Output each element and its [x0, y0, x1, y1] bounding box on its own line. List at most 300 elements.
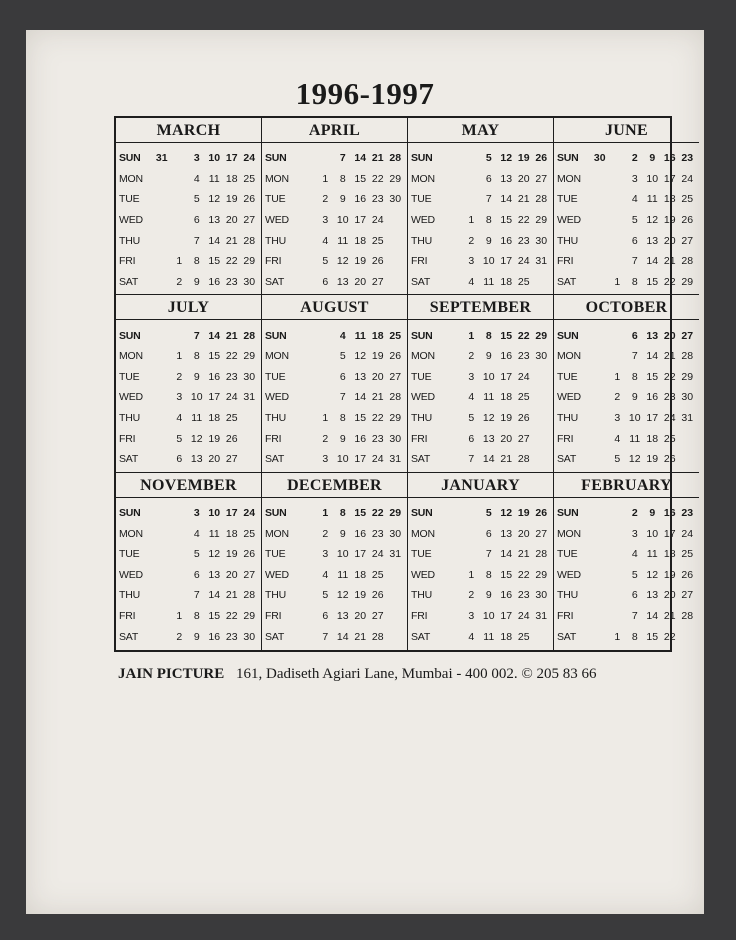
date-cell: 28	[243, 589, 256, 602]
date-cell: 31	[243, 391, 256, 404]
date-cell: 23	[225, 275, 238, 288]
date-cell: 14	[354, 152, 367, 165]
date-cell: 5	[468, 412, 475, 424]
date-cell: 13	[208, 214, 221, 227]
date-cell: 27	[243, 214, 256, 227]
date-cell: 7	[193, 589, 200, 602]
weekday-row	[411, 408, 550, 429]
date-cell: 9	[339, 527, 346, 540]
date-cell: 26	[389, 350, 402, 363]
date-cell: 7	[485, 548, 492, 561]
weekday-label: MON	[119, 350, 143, 363]
date-cell: 13	[500, 172, 513, 185]
weekday-row	[119, 169, 258, 190]
publisher-footer	[118, 666, 597, 683]
date-cell: 29	[389, 412, 402, 424]
date-cell: 20	[225, 568, 238, 581]
month-block	[408, 295, 554, 472]
date-cell: 10	[482, 370, 495, 383]
weekday-row	[119, 523, 258, 544]
date-cell: 10	[336, 214, 349, 227]
date-cell: 19	[371, 350, 384, 363]
date-cell: 14	[500, 548, 513, 561]
date-cell: 3	[322, 214, 329, 227]
date-cell: 7	[339, 391, 346, 404]
date-cell: 5	[631, 214, 638, 227]
weekday-row	[557, 272, 696, 293]
date-cell: 31	[155, 152, 168, 165]
weekday-row	[265, 503, 404, 524]
weekday-row	[411, 230, 550, 251]
date-cell: 13	[646, 589, 659, 602]
date-cell: 3	[468, 370, 475, 383]
date-cell: 8	[485, 214, 492, 227]
date-cell: 1	[322, 506, 329, 519]
date-cell: 20	[663, 329, 676, 342]
date-cell: 15	[354, 172, 367, 185]
date-cell: 10	[208, 506, 221, 519]
date-cell: 10	[208, 152, 221, 165]
weekday-row	[557, 626, 696, 647]
date-cell: 16	[500, 350, 513, 363]
month-block	[554, 295, 699, 472]
date-cell: 12	[208, 548, 221, 561]
date-cell: 17	[208, 391, 221, 404]
date-cell: 25	[243, 527, 256, 540]
month-name: APRIL	[262, 118, 407, 143]
weekday-label: FRI	[119, 432, 136, 445]
date-cell: 3	[176, 391, 183, 404]
date-cell: 4	[322, 568, 329, 581]
date-cell: 12	[336, 255, 349, 268]
date-cell: 25	[225, 412, 238, 424]
date-cell: 6	[631, 234, 638, 247]
date-cell: 23	[663, 391, 676, 404]
weekday-row	[119, 251, 258, 272]
date-cell: 23	[225, 630, 238, 643]
weekday-row	[557, 169, 696, 190]
page-title: 1996-1997	[295, 76, 435, 111]
date-cell: 29	[243, 255, 256, 268]
date-cell: 8	[193, 350, 200, 363]
weekday-label: WED	[411, 391, 435, 404]
weekday-label: SAT	[265, 453, 285, 466]
weekday-label: WED	[119, 568, 143, 581]
date-cell: 30	[535, 350, 548, 363]
date-cell: 22	[663, 275, 676, 288]
date-cell: 16	[646, 391, 659, 404]
weekday-row	[411, 544, 550, 565]
weekday-label: FRI	[265, 432, 282, 445]
month-block	[262, 118, 408, 295]
date-cell: 7	[322, 630, 329, 643]
weekday-row	[411, 387, 550, 408]
weekday-label: TUE	[411, 548, 432, 561]
weekday-row	[119, 544, 258, 565]
date-cell: 4	[631, 193, 638, 206]
date-cell: 26	[371, 255, 384, 268]
weekday-label: SAT	[119, 453, 139, 466]
date-cell: 30	[243, 370, 256, 383]
weekday-row	[411, 325, 550, 346]
date-cell: 21	[517, 548, 530, 561]
date-cell: 12	[500, 152, 513, 165]
date-cell: 24	[371, 214, 384, 227]
weekday-label: MON	[265, 350, 289, 363]
date-cell: 11	[483, 391, 495, 404]
date-cell: 19	[225, 548, 238, 561]
weekday-row	[411, 523, 550, 544]
date-cell: 7	[339, 152, 346, 165]
date-cell: 30	[681, 391, 694, 404]
weekday-label: SUN	[265, 506, 287, 519]
date-cell: 3	[468, 609, 475, 622]
weekday-row	[411, 367, 550, 388]
date-cell: 4	[468, 275, 475, 288]
weekday-label: SUN	[411, 329, 433, 342]
weekday-label: FRI	[411, 609, 428, 622]
date-cell: 28	[389, 391, 402, 404]
weekday-row	[265, 148, 404, 169]
date-cell: 3	[614, 412, 621, 424]
date-cell: 16	[354, 432, 367, 445]
date-cell: 16	[500, 589, 513, 602]
weekday-label: WED	[265, 391, 289, 404]
weekday-label: SUN	[411, 152, 433, 165]
date-cell: 10	[482, 609, 495, 622]
date-cell: 19	[354, 589, 367, 602]
date-cell: 1	[176, 350, 183, 363]
date-cell: 11	[646, 548, 658, 561]
weekday-label: SAT	[411, 275, 431, 288]
date-cell: 5	[631, 568, 638, 581]
date-cell: 31	[681, 412, 694, 424]
date-cell: 27	[225, 453, 238, 466]
date-cell: 11	[629, 432, 641, 445]
date-cell: 30	[389, 527, 402, 540]
date-cell: 15	[646, 370, 659, 383]
date-cell: 12	[336, 589, 349, 602]
date-cell: 15	[354, 506, 367, 519]
date-cell: 28	[389, 152, 402, 165]
month-block	[116, 118, 262, 295]
weekday-label: FRI	[557, 255, 574, 268]
weekday-row	[557, 523, 696, 544]
date-cell: 12	[646, 214, 659, 227]
month-block	[116, 473, 262, 650]
date-cell: 20	[663, 589, 676, 602]
date-cell: 13	[354, 370, 367, 383]
date-cell: 24	[243, 152, 256, 165]
date-cell: 17	[354, 214, 367, 227]
date-cell: 20	[208, 453, 221, 466]
month-block	[554, 473, 699, 650]
date-cell: 28	[371, 630, 384, 643]
date-cell: 6	[322, 275, 329, 288]
weekday-row	[265, 325, 404, 346]
weekday-row	[119, 325, 258, 346]
date-cell: 15	[208, 350, 221, 363]
date-cell: 25	[389, 329, 402, 342]
date-cell: 28	[517, 453, 530, 466]
date-cell: 12	[500, 506, 513, 519]
date-cell: 26	[243, 193, 256, 206]
date-cell: 28	[681, 609, 694, 622]
date-cell: 22	[663, 370, 676, 383]
date-cell: 10	[482, 255, 495, 268]
weekday-row	[265, 251, 404, 272]
date-cell: 13	[646, 329, 659, 342]
weekday-row	[411, 585, 550, 606]
weekday-label: WED	[411, 214, 435, 227]
date-cell: 24	[517, 609, 530, 622]
date-cell: 29	[681, 275, 694, 288]
date-cell: 18	[663, 193, 676, 206]
date-cell: 19	[517, 152, 530, 165]
weekday-row	[265, 544, 404, 565]
date-cell: 5	[193, 193, 200, 206]
date-cell: 12	[628, 453, 641, 466]
weekday-label: TUE	[411, 370, 432, 383]
date-cell: 17	[646, 412, 659, 424]
date-cell: 23	[517, 234, 530, 247]
weekday-label: WED	[557, 391, 581, 404]
date-cell: 19	[646, 453, 659, 466]
date-cell: 14	[500, 193, 513, 206]
date-cell: 18	[663, 548, 676, 561]
date-cell: 1	[468, 214, 475, 227]
weekday-row	[119, 346, 258, 367]
weekday-row	[265, 408, 404, 429]
weekday-row	[119, 408, 258, 429]
date-cell: 8	[193, 255, 200, 268]
date-cell: 23	[681, 152, 694, 165]
date-cell: 25	[371, 234, 384, 247]
date-cell: 16	[208, 275, 221, 288]
date-cell: 3	[193, 506, 200, 519]
date-cell: 19	[517, 506, 530, 519]
date-cell: 8	[485, 329, 492, 342]
date-cell: 22	[517, 214, 530, 227]
weekday-label: SUN	[265, 152, 287, 165]
weekday-row	[265, 564, 404, 585]
date-cell: 15	[500, 329, 513, 342]
weekday-row	[119, 626, 258, 647]
date-cell: 2	[176, 275, 183, 288]
date-cell: 6	[631, 589, 638, 602]
date-cell: 15	[646, 275, 659, 288]
date-cell: 9	[649, 506, 656, 519]
month-block	[554, 118, 699, 295]
date-cell: 3	[193, 152, 200, 165]
weekday-row	[557, 585, 696, 606]
weekday-label: WED	[557, 568, 581, 581]
date-cell: 14	[208, 589, 221, 602]
weekday-row	[411, 564, 550, 585]
weekday-row	[557, 408, 696, 429]
date-cell: 16	[663, 152, 676, 165]
weekday-label: SAT	[119, 275, 139, 288]
date-cell: 10	[336, 548, 349, 561]
weekday-row	[119, 503, 258, 524]
month-name: MAY	[408, 118, 553, 143]
weekday-row	[411, 626, 550, 647]
date-cell: 2	[468, 589, 475, 602]
date-cell: 26	[517, 412, 530, 424]
weekday-label: WED	[119, 391, 143, 404]
weekday-row	[119, 210, 258, 231]
calendar-card	[26, 30, 704, 914]
date-cell: 2	[322, 193, 329, 206]
date-cell: 20	[663, 234, 676, 247]
date-cell: 26	[243, 548, 256, 561]
month-name: FEBRUARY	[554, 473, 699, 498]
date-cell: 28	[681, 350, 694, 363]
date-cell: 14	[646, 255, 659, 268]
date-cell: 13	[208, 568, 221, 581]
weekday-row	[119, 606, 258, 627]
date-cell: 26	[225, 432, 238, 445]
date-cell: 24	[681, 172, 694, 185]
date-cell: 21	[371, 391, 384, 404]
date-cell: 28	[243, 234, 256, 247]
date-cell: 7	[193, 234, 200, 247]
weekday-label: THU	[557, 412, 578, 424]
weekday-label: FRI	[265, 609, 282, 622]
date-cell: 20	[354, 275, 367, 288]
date-cell: 18	[354, 234, 367, 247]
date-cell: 13	[482, 432, 495, 445]
weekday-label: THU	[265, 589, 286, 602]
date-cell: 18	[371, 329, 384, 342]
date-cell: 22	[371, 172, 384, 185]
date-cell: 19	[500, 412, 513, 424]
date-cell: 2	[176, 370, 183, 383]
date-cell: 5	[614, 453, 621, 466]
date-cell: 11	[483, 275, 495, 288]
weekday-row	[265, 626, 404, 647]
date-cell: 8	[631, 630, 638, 643]
date-cell: 29	[389, 506, 402, 519]
weekday-label: THU	[557, 234, 578, 247]
date-cell: 21	[225, 234, 238, 247]
weekday-label: SUN	[557, 152, 579, 165]
date-cell: 27	[681, 234, 694, 247]
weekday-row	[411, 449, 550, 470]
date-cell: 2	[631, 152, 638, 165]
weekday-row	[557, 428, 696, 449]
weekday-row	[119, 387, 258, 408]
weekday-row	[557, 325, 696, 346]
date-cell: 23	[371, 527, 384, 540]
publisher-address: 161, Dadiseth Agiari Lane, Mumbai - 400 002. © 205 83 66	[236, 666, 597, 682]
date-cell: 3	[322, 548, 329, 561]
weekday-row	[557, 449, 696, 470]
month-name: JULY	[116, 295, 261, 320]
date-cell: 30	[243, 275, 256, 288]
date-cell: 17	[663, 527, 676, 540]
date-cell: 12	[482, 412, 495, 424]
date-cell: 29	[535, 329, 548, 342]
date-cell: 19	[663, 568, 676, 581]
date-cell: 24	[243, 506, 256, 519]
date-cell: 13	[336, 275, 349, 288]
weekday-row	[557, 544, 696, 565]
weekday-label: SAT	[411, 630, 431, 643]
weekday-label: MON	[411, 172, 435, 185]
date-cell: 21	[500, 453, 513, 466]
date-cell: 25	[517, 630, 530, 643]
weekday-label: MON	[265, 172, 289, 185]
month-name: DECEMBER	[262, 473, 407, 498]
date-cell: 7	[193, 329, 200, 342]
date-cell: 16	[354, 193, 367, 206]
weekday-label: MON	[265, 527, 289, 540]
weekday-label: WED	[265, 568, 289, 581]
date-cell: 10	[628, 412, 641, 424]
date-cell: 25	[663, 432, 676, 445]
date-cell: 27	[371, 609, 384, 622]
date-cell: 25	[517, 275, 530, 288]
weekday-label: MON	[557, 527, 581, 540]
date-cell: 22	[517, 568, 530, 581]
date-cell: 16	[663, 506, 676, 519]
weekday-row	[265, 210, 404, 231]
weekday-label: SUN	[411, 506, 433, 519]
date-cell: 2	[468, 234, 475, 247]
date-cell: 17	[500, 609, 513, 622]
date-cell: 10	[646, 527, 659, 540]
weekday-label: TUE	[265, 548, 286, 561]
date-cell: 13	[500, 527, 513, 540]
date-cell: 17	[500, 370, 513, 383]
date-cell: 27	[681, 329, 694, 342]
date-cell: 30	[535, 589, 548, 602]
date-cell: 8	[193, 609, 200, 622]
date-cell: 31	[389, 548, 402, 561]
date-cell: 19	[208, 432, 221, 445]
weekday-row	[265, 367, 404, 388]
date-cell: 8	[339, 172, 346, 185]
month-name: JUNE	[554, 118, 699, 143]
date-cell: 11	[646, 193, 658, 206]
weekday-label: MON	[557, 172, 581, 185]
date-cell: 2	[322, 432, 329, 445]
date-cell: 13	[646, 234, 659, 247]
date-cell: 10	[336, 453, 349, 466]
date-cell: 28	[535, 548, 548, 561]
date-cell: 7	[485, 193, 492, 206]
weekday-label: WED	[265, 214, 289, 227]
date-cell: 26	[535, 152, 548, 165]
date-cell: 23	[517, 589, 530, 602]
date-cell: 11	[354, 329, 366, 342]
weekday-label: SAT	[411, 453, 431, 466]
date-cell: 11	[483, 630, 495, 643]
weekday-label: FRI	[119, 609, 136, 622]
date-cell: 5	[322, 589, 329, 602]
weekday-label: THU	[411, 234, 432, 247]
weekday-label: TUE	[557, 548, 578, 561]
date-cell: 21	[663, 350, 676, 363]
weekday-row	[119, 272, 258, 293]
weekday-row	[119, 189, 258, 210]
date-cell: 30	[593, 152, 606, 165]
date-cell: 25	[517, 391, 530, 404]
weekday-label: MON	[411, 527, 435, 540]
date-cell: 5	[339, 350, 346, 363]
weekday-row	[265, 387, 404, 408]
